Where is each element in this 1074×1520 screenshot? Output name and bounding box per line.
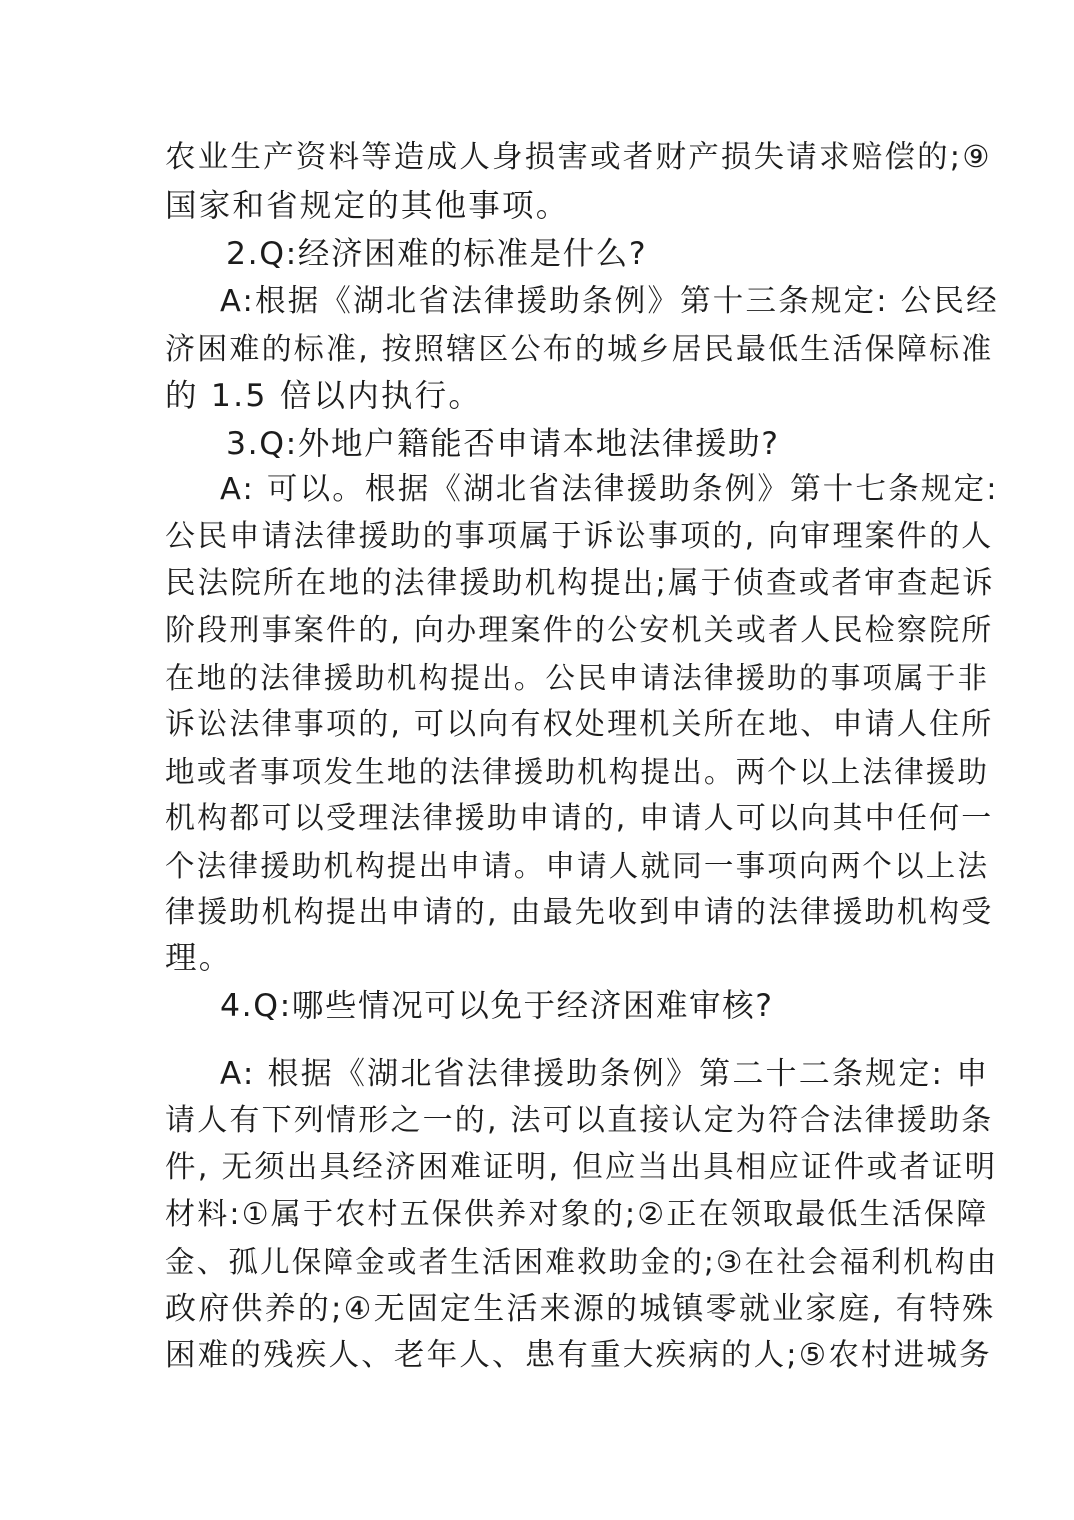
paragraph-line: 公民申请法律援助的事项属于诉讼事项的, 向审理案件的人 (165, 519, 994, 554)
paragraph-line: 济困难的标准, 按照辖区公布的城乡居民最低生活保障标准 (165, 332, 994, 367)
paragraph-line: 的 1.5 倍以内执行。 (165, 378, 483, 414)
paragraph-line: 律援助机构提出申请的, 由最先收到申请的法律援助机构受 (165, 895, 994, 930)
paragraph-line: 理。 (165, 940, 233, 976)
question-heading: 3.Q:外地户籍能否申请本地法律援助? (226, 426, 780, 462)
paragraph-line: 诉讼法律事项的, 可以向有权处理机关所在地、申请人住所 (165, 707, 994, 742)
answer-line: A:根据《湖北省法律援助条例》第十三条规定: 公民经 (220, 284, 999, 319)
paragraph-line: 金、孤儿保障金或者生活困难救助金的;③在社会福利机构由 (165, 1245, 999, 1279)
paragraph-line: 农业生产资料等造成人身损害或者财产损失请求赔偿的;⑨ (165, 140, 992, 175)
paragraph-line: 机构都可以受理法律援助申请的, 申请人可以向其中任何一 (165, 801, 994, 836)
paragraph-line: 地或者事项发生地的法律援助机构提出。两个以上法律援助 (165, 755, 990, 789)
paragraph-line: 件, 无须出具经济困难证明, 但应当出具相应证件或者证明 (165, 1150, 998, 1185)
paragraph-line: 请人有下列情形之一的, 法可以直接认定为符合法律援助条 (165, 1103, 994, 1138)
paragraph-line: 材料:①属于农村五保供养对象的;②正在领取最低生活保障 (165, 1197, 989, 1232)
answer-line: A: 根据《湖北省法律援助条例》第二十二条规定: 申 (220, 1056, 990, 1092)
paragraph-line: 政府供养的;④无固定生活来源的城镇零就业家庭, 有特殊 (165, 1291, 996, 1327)
question-heading: 4.Q:哪些情况可以免于经济困难审核? (220, 988, 774, 1024)
answer-line: A: 可以。根据《湖北省法律援助条例》第十七条规定: (220, 472, 999, 507)
paragraph-line: 困难的残疾人、老年人、患有重大疾病的人;⑤农村进城务 (165, 1338, 992, 1373)
paragraph-line: 国家和省规定的其他事项。 (165, 188, 570, 224)
paragraph-line: 民法院所在地的法律援助机构提出;属于侦查或者审查起诉 (165, 566, 995, 601)
paragraph-line: 在地的法律援助机构提出。公民申请法律援助的事项属于非 (165, 661, 990, 695)
question-heading: 2.Q:经济困难的标准是什么? (226, 236, 648, 272)
paragraph-line: 个法律援助机构提出申请。申请人就同一事项向两个以上法 (165, 849, 990, 883)
paragraph-line: 阶段刑事案件的, 向办理案件的公安机关或者人民检察院所 (165, 613, 994, 648)
